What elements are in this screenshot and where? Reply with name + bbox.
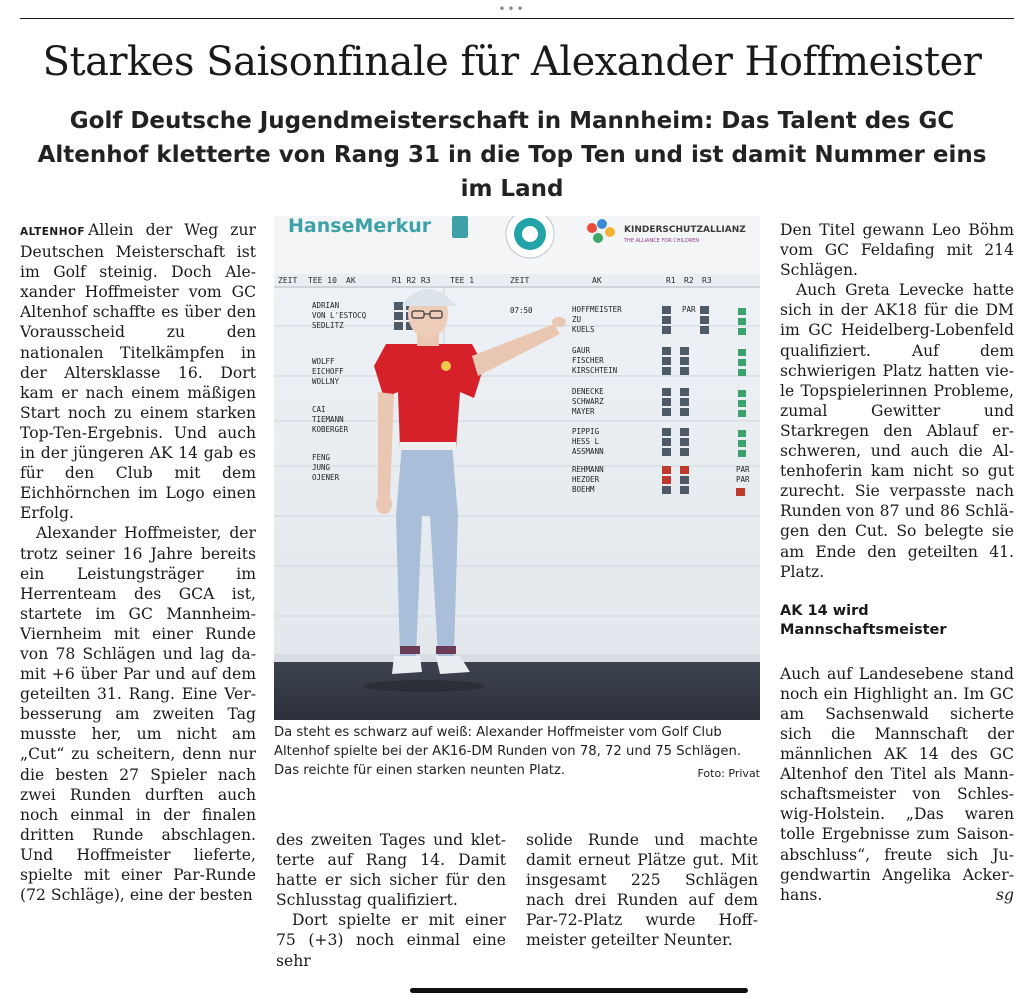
svg-text:DENECKE: DENECKE — [572, 387, 604, 396]
svg-text:PAR: PAR — [736, 465, 750, 474]
sponsor-logo-subtitle: THE ALLIANCE FOR CHILDREN — [624, 238, 700, 244]
article-photo — [274, 216, 760, 720]
svg-text:TEE 10: TEE 10 — [308, 276, 337, 285]
svg-text:R2: R2 — [684, 276, 694, 285]
svg-text:FISCHER: FISCHER — [572, 356, 604, 365]
article-column-3 — [526, 830, 758, 951]
svg-text:HEZOER: HEZOER — [572, 475, 600, 484]
paragraph: Den Titel gewann Leo Böhm vom GC Feldafing mit 214 Schlägen. — [780, 221, 1014, 280]
paragraph: solide Runde und machte damit erneut Plätze gut. Mit insgesamt 225 Schlägen nach drei Runden auf dem Par-72-Platz wurde Hoffmeister geteilter Neunter. — [526, 831, 758, 950]
golf-federation-logo-center — [522, 226, 538, 242]
svg-text:ADRIAN: ADRIAN — [312, 301, 340, 310]
svg-text:BOEHM: BOEHM — [572, 485, 595, 494]
svg-text:HOFFMEISTER: HOFFMEISTER — [572, 305, 622, 314]
svg-text:WOLFF: WOLFF — [312, 357, 335, 366]
svg-text:PAR: PAR — [736, 475, 750, 484]
svg-text:ASSMANN: ASSMANN — [572, 447, 604, 456]
svg-text:R1 R2 R3: R1 R2 R3 — [392, 276, 431, 285]
svg-text:ZU: ZU — [572, 315, 582, 324]
paragraph: Dort spielte er mit einer 75 (+3) noch einmal eine sehr — [276, 911, 506, 970]
svg-text:07:50: 07:50 — [510, 306, 533, 315]
svg-text:SEDLITZ: SEDLITZ — [312, 321, 344, 330]
svg-text:JUNG: JUNG — [312, 463, 331, 472]
svg-text:AK: AK — [346, 276, 356, 285]
svg-text:CAI: CAI — [312, 405, 326, 414]
svg-text:TIEMANN: TIEMANN — [312, 415, 344, 424]
paragraph-text: Auch auf Landesebene stand noch ein Highlight an. Im GC am Sachsenwald sicherte sich die Mannschaft der männlichen AK 14 des GC Altenhof den Titel als Mannschaftsmeister von Schleswig-Holstein. „Das waren tolle Ergebnisse zum Saisonabschluss“, freute sich Jugendwartin Angelika Ackerhans. — [780, 664, 1014, 904]
author-initials: sg — [996, 885, 1014, 904]
top-rule — [20, 18, 1014, 19]
section-heading: AK 14 wird Mannschaftsmeister — [780, 602, 947, 638]
article-column-4 — [780, 220, 1014, 905]
svg-text:PAR: PAR — [682, 305, 696, 314]
svg-text:R1: R1 — [666, 276, 676, 285]
svg-text:R3: R3 — [702, 276, 712, 285]
svg-text:WOLLNY: WOLLNY — [312, 377, 340, 386]
svg-text:HESS L: HESS L — [572, 437, 600, 446]
headline: Starkes Saisonfinale für Alexander Hoffmeister — [42, 39, 982, 85]
svg-text:ZEIT: ZEIT — [510, 276, 530, 285]
article-column-2 — [276, 830, 506, 971]
svg-text:GAUR: GAUR — [572, 346, 591, 355]
sponsor-emblem-icon — [452, 216, 468, 238]
svg-text:KIRSCHTEIN: KIRSCHTEIN — [572, 366, 618, 375]
svg-text:ZEIT: ZEIT — [278, 276, 298, 285]
paragraph — [780, 664, 1014, 905]
sponsor-logo-kinderschutzallianz: KINDERSCHUTZALLIANZ — [624, 225, 746, 235]
svg-text:SCHWARZ: SCHWARZ — [572, 397, 604, 406]
svg-text:KUELS: KUELS — [572, 325, 595, 334]
dateline: ALTENHOF — [20, 226, 86, 238]
svg-text:EICHOFF: EICHOFF — [312, 367, 344, 376]
paragraph: Auch Greta Levecke hatte sich in der AK18 für die DM im GC Heidelberg-Lobenfeld qualifiziert. Auf dem schwierigen Platz hatten viele Topspielerinnen Probleme, zumal Gewitter und Starkregen den Ablauf erschweren, und auch die Altenhoferin kam nicht so gut zurecht. Sie verpasste nach Runden von 87 und 86 Schlägen den Cut. So belegte sie am Ende den geteilten 41. Platz. — [780, 281, 1014, 581]
svg-text:PIPPIG: PIPPIG — [572, 427, 600, 436]
sponsor-logo-hansemerkur: HanseMerkur — [288, 216, 432, 237]
svg-text:VON L'ESTOCQ: VON L'ESTOCQ — [312, 311, 367, 320]
svg-text:OJENER: OJENER — [312, 473, 340, 482]
svg-text:MAYER: MAYER — [572, 407, 595, 416]
photo-caption — [274, 723, 760, 783]
article-column-1 — [20, 220, 256, 905]
caption-text: Da steht es schwarz auf weiß: Alexander Hoffmeister vom Golf Club Altenhof spielte bei der AK16-DM Runden von 78, 72 und 75 Schlägen. Das reichte für einen starken neunten Platz. — [274, 725, 742, 778]
more-options-icon[interactable]: ••• — [498, 2, 526, 16]
paragraph: Alexander Hoffmeister, der trotz seiner 16 Jahre bereits ein Leistungsträger im Herrenteam des GCA ist, startete im GC Mannheim-Viernheim mit einer Runde von 78 Schlägen und lag damit +6 über Par und auf dem geteilten 31. Rang. Eine Verbesserung am zweiten Tag musste her, um nicht am „Cut“ zu scheitern, denn nur die besten 27 Spieler nach zwei Runden durften auch noch einmal in der finalen dritten Runde abschlagen. Und Hoffmeister lieferte, spielte mit einer Par-Runde (72 Schläge), eine der besten — [20, 524, 256, 905]
photo-scoreboard — [274, 216, 760, 720]
svg-text:AK: AK — [592, 276, 602, 285]
photo-credit: Foto: Privat — [697, 767, 760, 780]
svg-text:FENG: FENG — [312, 453, 331, 462]
svg-text:TEE 1: TEE 1 — [450, 276, 475, 285]
paragraph-text: Allein der Weg zur Deutschen Meisterschaft ist im Golf steinig. Doch Alexander Hoffmeister vom GC Altenhof schaffte es über den Vorausscheid zu den nationalen Titelkämpfen in der Altersklasse 16. Dort kam er nach einem mäßigen Start noch zu einem starken Top-Ten-Ergebnis. Und auch in der jüngeren AK 14 gab es für den Club mit dem Eichhörnchen im Logo einen Erfolg. — [20, 221, 256, 523]
svg-text:KOBERGER: KOBERGER — [312, 425, 349, 434]
subheadline: Golf Deutsche Jugendmeisterschaft in Mannheim: Das Talent des GC Altenhof kletterte von Rang 31 in die Top Ten und ist damit Nummer eins im Land — [37, 108, 987, 202]
home-indicator[interactable] — [410, 988, 748, 993]
svg-text:REHMANN: REHMANN — [572, 465, 604, 474]
paragraph — [20, 220, 256, 523]
paragraph: des zweiten Tages und kletterte auf Rang 14. Damit hatte er sich sicher für den Schlusstag qualifiziert. — [276, 831, 506, 910]
